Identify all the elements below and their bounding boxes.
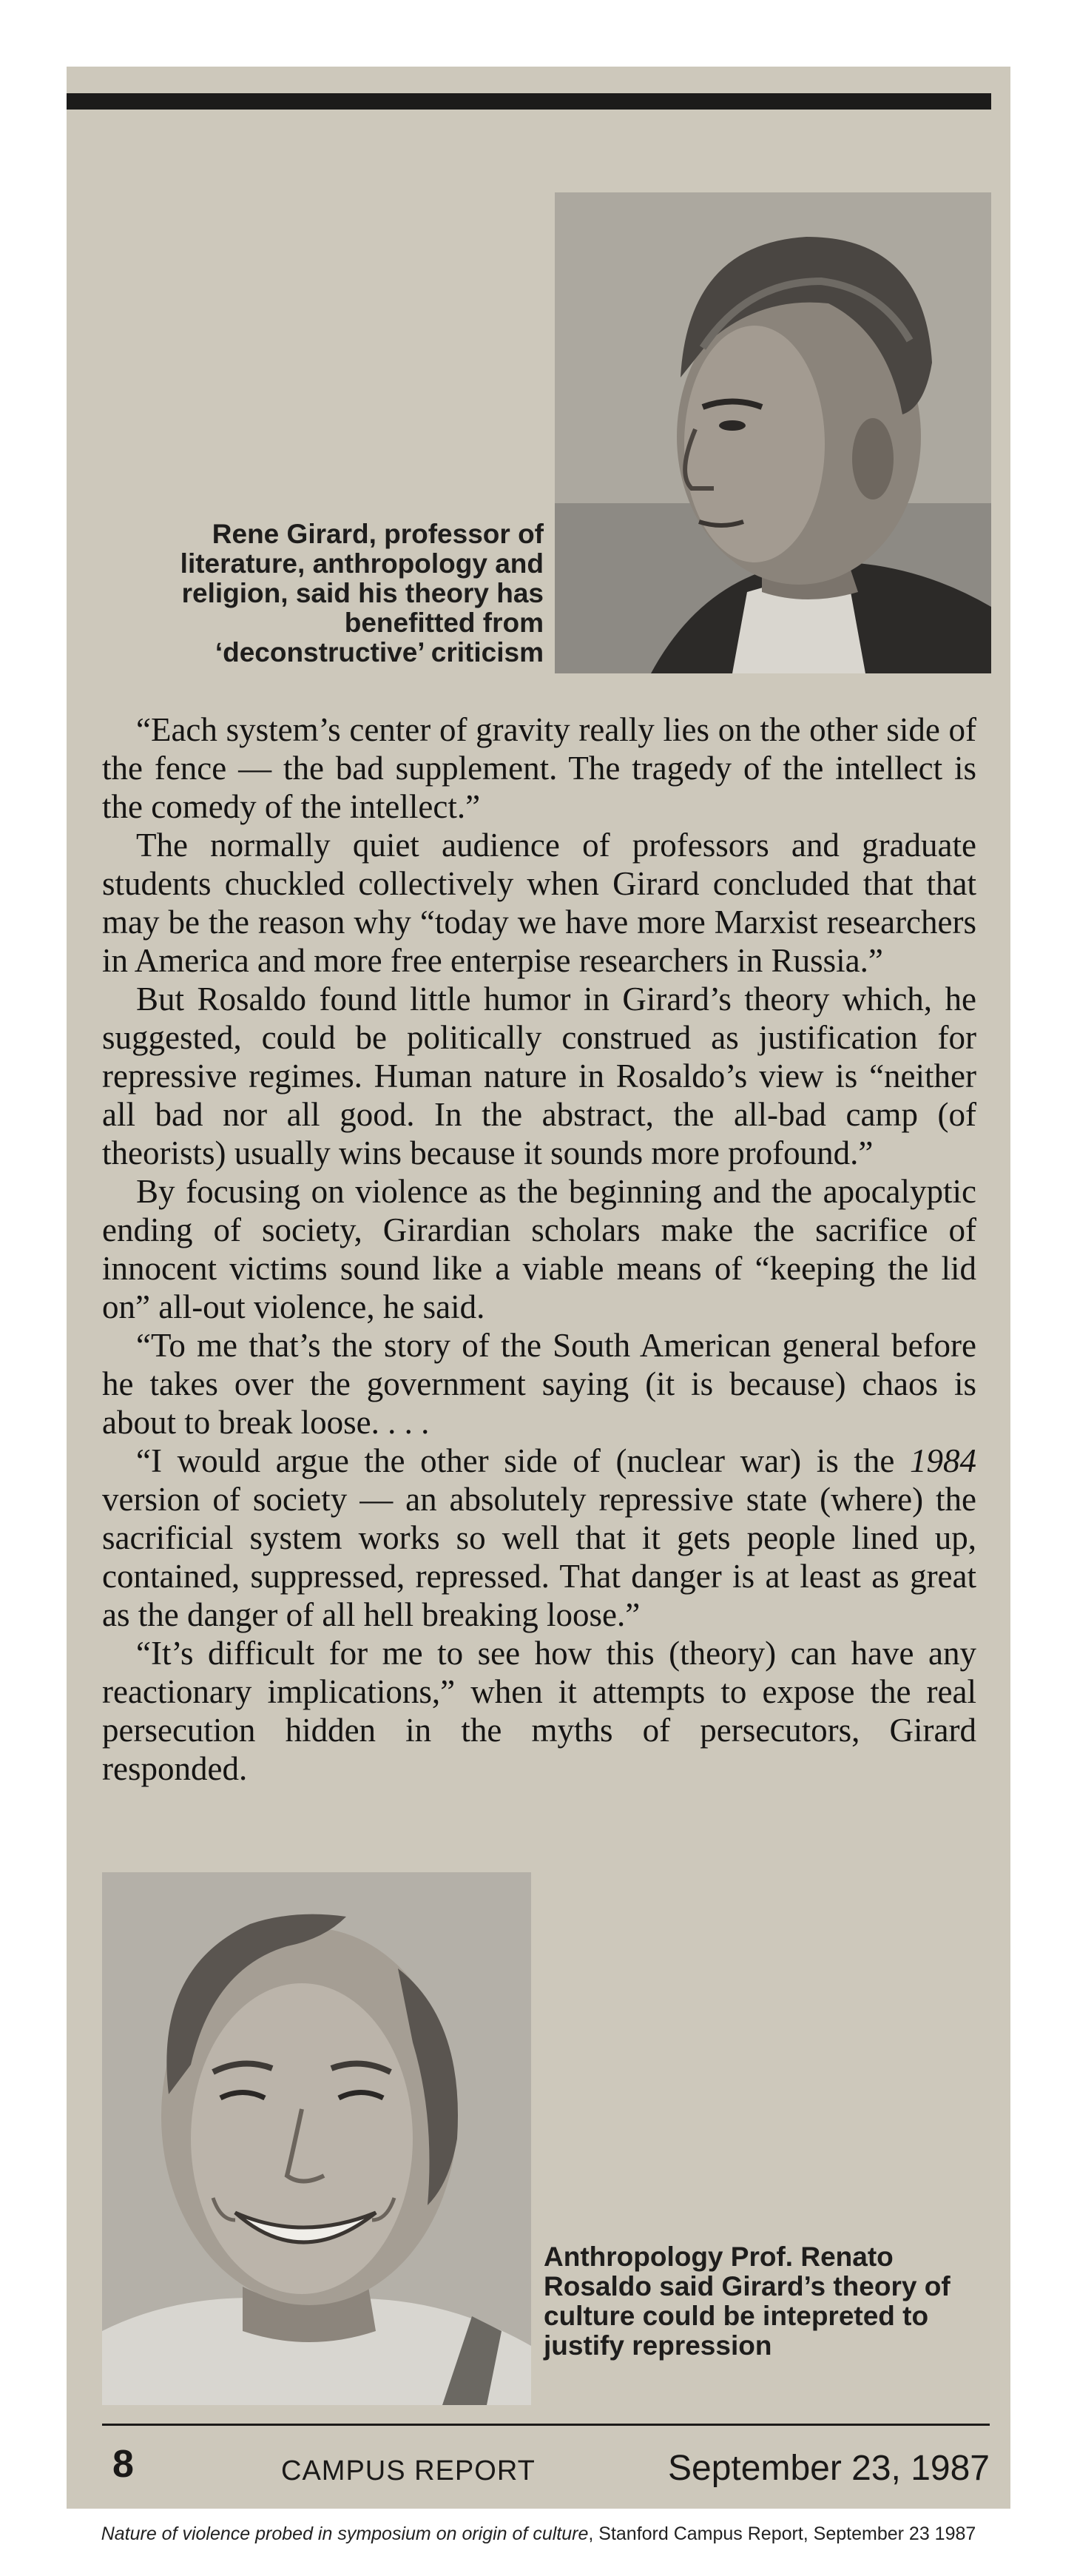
source-citation: , Stanford Campus Report, September 23 1987 <box>588 2523 976 2544</box>
issue-date: September 23, 1987 <box>668 2449 990 2488</box>
paragraph: By focusing on violence as the beginning and the apocalyptic ending of society, Girardian scholars make the sacrifice of innocent victims sound like a viable means of “keeping the lid on” all-out violence, he said. <box>102 1173 976 1325</box>
article-title: Nature of violence probed in symposium on origin of culture <box>101 2523 589 2544</box>
book-title-1984: 1984 <box>910 1442 976 1479</box>
publication-name: CAMPUS REPORT <box>281 2455 536 2486</box>
top-rule <box>67 93 991 110</box>
photo-caption-rosaldo: Anthropology Prof. Renato Rosaldo said Girard’s theory of culture could be intepreted to justify repression <box>544 2242 951 2361</box>
paragraph <box>102 1442 976 1634</box>
photo-caption-girard: Rene Girard, professor of literature, anthropology and religion, said his theory has benefitted from ‘deconstructive’ criticism <box>180 519 544 667</box>
paragraph: The normally quiet audience of professors and graduate students chuckled collectively when Girard concluded that that may be the reason why “today we have more Marxist researchers in America and more free enterpise researchers in Russia.” <box>102 827 976 979</box>
paragraph: But Rosaldo found little humor in Girard’s theory which, he suggested, could be politically construed as justification for repressive regimes. Human nature in Rosaldo’s view is “neither all bad nor all good. In the abstract, the all-bad camp (of theorists) usually wins because it sounds more profound.” <box>102 981 976 1171</box>
portrait-photo-rene-girard <box>555 192 991 673</box>
portrait-photo-renato-rosaldo <box>102 1872 531 2405</box>
page-number: 8 <box>112 2443 134 2486</box>
portrait-renato-rosaldo-icon <box>102 1872 531 2405</box>
paragraph: “Each system’s center of gravity really lies on the other side of the fence — the bad supplement. The tragedy of the intellect is the comedy of the intellect.” <box>102 711 976 825</box>
article-body <box>102 710 976 1788</box>
paragraph: “To me that’s the story of the South American general before he takes over the government saying (it is because) chaos is about to break loose. . . . <box>102 1327 976 1441</box>
source-credit <box>0 2523 1077 2545</box>
paragraph-text: version of society — an absolutely repressive state (where) the sacrificial system works so well that it gets people lined up, contained, suppressed, repressed. That danger is at least as great as the danger of all hell breaking loose.” <box>102 1481 976 1633</box>
footer-rule <box>102 2424 990 2426</box>
paragraph: “It’s difficult for me to see how this (theory) can have any reactionary implications,” when it attempts to expose the real persecution hidden in the myths of persecutors, Girard responded. <box>102 1635 976 1787</box>
paragraph-text: “I would argue the other side of (nuclear war) is the <box>136 1442 910 1479</box>
portrait-rene-girard-icon <box>555 192 991 673</box>
newspaper-clipping <box>67 67 1010 2509</box>
